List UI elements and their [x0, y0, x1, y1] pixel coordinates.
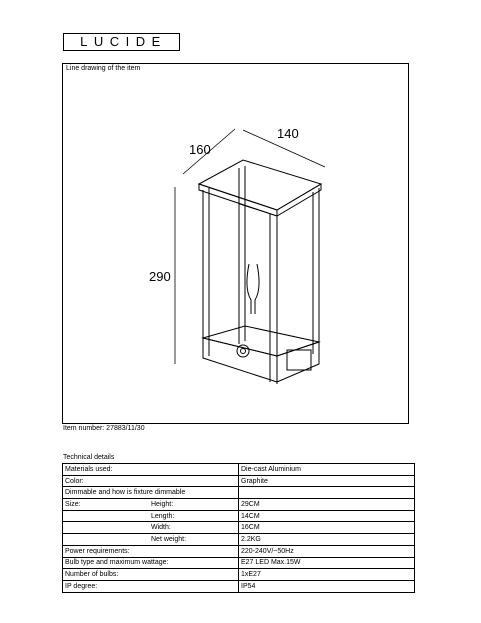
lucide-logo: LUCIDE [63, 33, 180, 51]
spec-label-cell [63, 499, 239, 511]
table-row [63, 510, 415, 522]
spec-value: 29CM [239, 499, 415, 511]
width-dimension-label: 140 [277, 126, 299, 141]
spec-value: E27 LED Max.15W [239, 557, 415, 569]
lamp-top-cap [199, 160, 321, 210]
spec-label-cell [63, 522, 239, 534]
spec-label: Bulb type and maximum wattage: [65, 559, 169, 567]
base-opening [287, 350, 311, 370]
spec-label: Materials used: [65, 465, 113, 473]
spec-label: IP degree: [65, 582, 98, 590]
spec-sublabel: Length: [151, 512, 175, 520]
spec-label-cell [63, 557, 239, 569]
spec-sublabel: Width: [151, 524, 171, 532]
spec-label: Size: [65, 500, 81, 508]
lamp-top-cap-side [277, 184, 321, 216]
spec-label: Power requirements: [65, 547, 130, 555]
spec-label-cell [63, 580, 239, 592]
table-row [63, 580, 415, 592]
depth-dimension-label: 160 [189, 142, 211, 157]
spec-label-cell [63, 475, 239, 487]
spec-label: Color: [65, 477, 84, 485]
spec-sublabel: Height: [151, 500, 174, 508]
spec-value: Graphite [239, 475, 415, 487]
height-dimension-label: 290 [149, 269, 171, 284]
spec-label-cell [63, 534, 239, 546]
table-row [63, 557, 415, 569]
table-row [63, 569, 415, 581]
lamp-top-cap-front [199, 184, 277, 216]
table-row [63, 464, 415, 476]
bulb-outline [247, 264, 259, 314]
spec-label: Dimmable and how is fixture dimmable [65, 489, 186, 497]
spec-label-cell [63, 545, 239, 557]
spec-value: 16CM [239, 522, 415, 534]
drawing-caption: Line drawing of the item [66, 65, 141, 72]
spec-label-cell [63, 510, 239, 522]
technical-details-title: Technical details [63, 454, 115, 461]
table-row [63, 534, 415, 546]
motion-sensor-icon [237, 345, 249, 357]
lamp-base-front [203, 338, 277, 382]
line-drawing-frame [62, 63, 409, 424]
spec-value: Die-cast Aluminium [239, 464, 415, 476]
table-row [63, 522, 415, 534]
spec-label: Number of bulbs: [65, 571, 119, 579]
table-row [63, 487, 415, 499]
spec-value [239, 487, 415, 499]
spec-value: 2.2KG [239, 534, 415, 546]
spec-value: 220-240V/~50Hz [239, 545, 415, 557]
spec-value: 1xE27 [239, 569, 415, 581]
spec-value: IP54 [239, 580, 415, 592]
table-row [63, 475, 415, 487]
spec-value: 14CM [239, 510, 415, 522]
table-row [63, 499, 415, 511]
table-row [63, 545, 415, 557]
spec-label-cell [63, 569, 239, 581]
spec-label-cell [63, 464, 239, 476]
lamp-base-top [203, 326, 319, 356]
spec-label-cell [63, 487, 239, 499]
spec-sublabel: Net weight: [151, 535, 187, 543]
item-number: Item number: 27883/11/30 [63, 425, 145, 432]
lamp-line-drawing [63, 64, 410, 425]
technical-details-table [62, 463, 415, 593]
